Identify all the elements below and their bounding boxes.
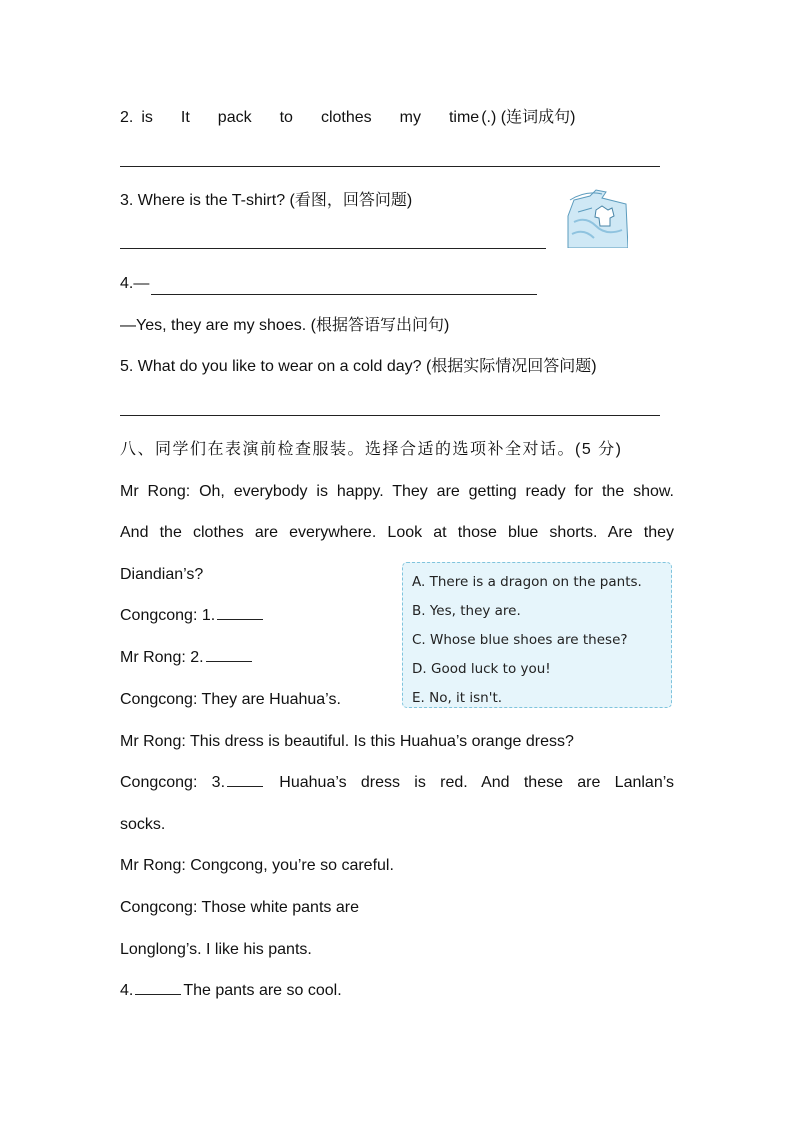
options-box (402, 562, 672, 708)
q2-instruction: (.) (连词成句) (481, 109, 576, 126)
dialogue-line: And the clothes are everywhere. Look at those blue shorts. Are they (120, 524, 674, 541)
q2-answer-line[interactable] (120, 166, 660, 167)
dialogue-line: Mr Rong: Congcong, you’re so careful. (120, 857, 394, 874)
dialogue-line: Mr Rong: Oh, everybody is happy. They are getting ready for the show. (120, 483, 674, 500)
q2-word: to (279, 109, 293, 126)
dialogue-line-blank-2 (120, 647, 254, 669)
section-8-title: 八、同学们在表演前检查服装。选择合适的选项补全对话。(5 分) (120, 441, 623, 458)
dialogue-line-blank-3 (120, 772, 674, 794)
dialogue-speaker-text: Mr Rong: 2. (120, 649, 204, 666)
dialogue-line: socks. (120, 816, 166, 833)
q4-number: 4.— (120, 275, 150, 292)
blank-3[interactable] (227, 772, 263, 787)
q2-word: time (448, 109, 480, 126)
dialogue-line-blank-4 (120, 980, 342, 1002)
dialogue-speaker-text: Congcong: 3. (120, 774, 226, 791)
q3-prompt: 3. Where is the T-shirt? (看图，回答问题) (120, 192, 413, 209)
dialogue-text: The pants are so cool. (183, 982, 342, 999)
option-e[interactable]: E. No, it isn't. (412, 690, 503, 706)
q5-prompt: 5. What do you like to wear on a cold day? (根据实际情况回答问题) (120, 358, 597, 375)
option-a[interactable]: A. There is a dragon on the pants. (412, 574, 642, 590)
option-b[interactable]: B. Yes, they are. (412, 603, 521, 619)
q5-answer-line[interactable] (120, 415, 660, 416)
blank-1[interactable] (217, 605, 263, 620)
dialogue-line: Congcong: Those white pants are (120, 899, 359, 916)
q4-answer: —Yes, they are my shoes. (根据答语写出问句) (120, 317, 450, 334)
q2-word: is (141, 109, 153, 126)
q4-prompt (120, 273, 537, 295)
q2-word: my (399, 109, 421, 126)
option-c[interactable]: C. Whose blue shoes are these? (412, 632, 628, 648)
q2-word: clothes (320, 109, 372, 126)
q2-prompt (120, 107, 575, 129)
dialogue-line: Longlong’s. I like his pants. (120, 941, 312, 958)
q3-answer-line[interactable] (120, 248, 546, 249)
q2-number: 2. (120, 109, 134, 126)
q2-word: pack (217, 109, 252, 126)
t-shirt-on-bed-illustration (566, 186, 628, 248)
dialogue-speaker-text: Congcong: 1. (120, 607, 216, 624)
q4-answer-line[interactable] (151, 278, 537, 295)
blank-4[interactable] (135, 980, 181, 995)
dialogue-line: Mr Rong: This dress is beautiful. Is this Huahua’s orange dress? (120, 733, 574, 750)
dialogue-line: Diandian’s? (120, 566, 204, 583)
blank-2[interactable] (206, 647, 252, 662)
q2-word: It (180, 109, 190, 126)
dialogue-line-blank-1 (120, 605, 265, 627)
dialogue-speaker-text: 4. (120, 982, 134, 999)
option-d[interactable]: D. Good luck to you! (412, 661, 551, 677)
dialogue-line: Congcong: They are Huahua’s. (120, 691, 341, 708)
dialogue-text: Huahua’s dress is red. And these are Lanlan’s (279, 774, 674, 791)
